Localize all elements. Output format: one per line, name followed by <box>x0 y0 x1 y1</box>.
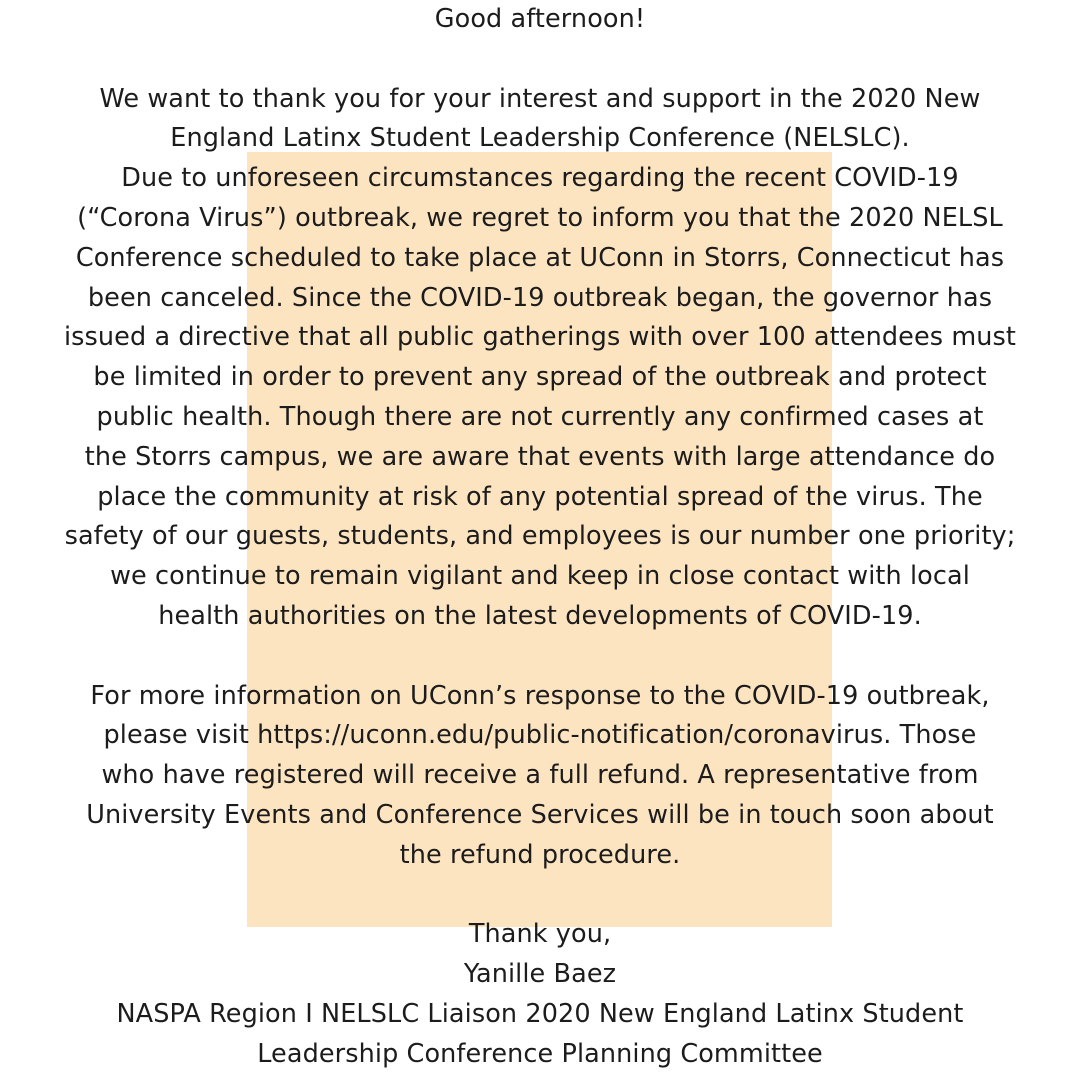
text-line: been canceled. Since the COVID-19 outbreak began, the governor has <box>87 282 993 313</box>
paragraph-spacer <box>0 637 1080 677</box>
text-line: We want to thank you for your interest and support in the 2020 New <box>99 83 981 114</box>
text-line: University Events and Conference Services will be in touch soon about <box>86 799 994 830</box>
text-line: For more information on UConn’s response to the COVID-19 outbreak, <box>90 680 990 711</box>
text-line: public health. Though there are not currently any confirmed cases at <box>96 401 984 432</box>
signer-name: Yanille Baez <box>463 959 617 990</box>
signer-title: NASPA Region I NELSLC Liaison 2020 New England Latinx Student <box>116 998 964 1029</box>
text-line: health authorities on the latest developments of COVID-19. <box>158 600 922 631</box>
signature-block <box>0 915 1080 1074</box>
text-line: safety of our guests, students, and employees is our number one priority; <box>64 521 1016 552</box>
paragraph-cancellation-notice <box>0 80 1080 637</box>
text-line: Due to unforeseen circumstances regarding the recent COVID-19 <box>121 163 959 194</box>
text-line: the refund procedure. <box>399 839 681 870</box>
text-line: we continue to remain vigilant and keep in close contact with local <box>110 561 970 592</box>
text-line: (“Corona Virus”) outbreak, we regret to inform you that the 2020 NELSL <box>77 202 1003 233</box>
paragraph-spacer <box>0 876 1080 916</box>
paragraph-spacer <box>0 40 1080 80</box>
closing: Thank you, <box>468 919 612 950</box>
text-line-with-url: please visit https://uconn.edu/public-notification/coronavirus. Those <box>103 720 977 751</box>
signer-title: Leadership Conference Planning Committee <box>257 1038 823 1069</box>
text-line: who have registered will receive a full refund. A representative from <box>101 760 979 791</box>
text-line: be limited in order to prevent any spread of the outbreak and protect <box>93 362 987 393</box>
paragraph-refund-info <box>0 677 1080 876</box>
text-line: Conference scheduled to take place at UConn in Storrs, Connecticut has <box>75 242 1005 273</box>
greeting: Good afternoon! <box>434 4 646 34</box>
text-line: England Latinx Student Leadership Conference (NELSLC). <box>170 123 910 154</box>
text-line: place the community at risk of any potential spread of the virus. The <box>97 481 983 512</box>
text-line: the Storrs campus, we are aware that events with large attendance do <box>84 441 996 472</box>
text-line: issued a directive that all public gatherings with over 100 attendees must <box>63 322 1017 353</box>
